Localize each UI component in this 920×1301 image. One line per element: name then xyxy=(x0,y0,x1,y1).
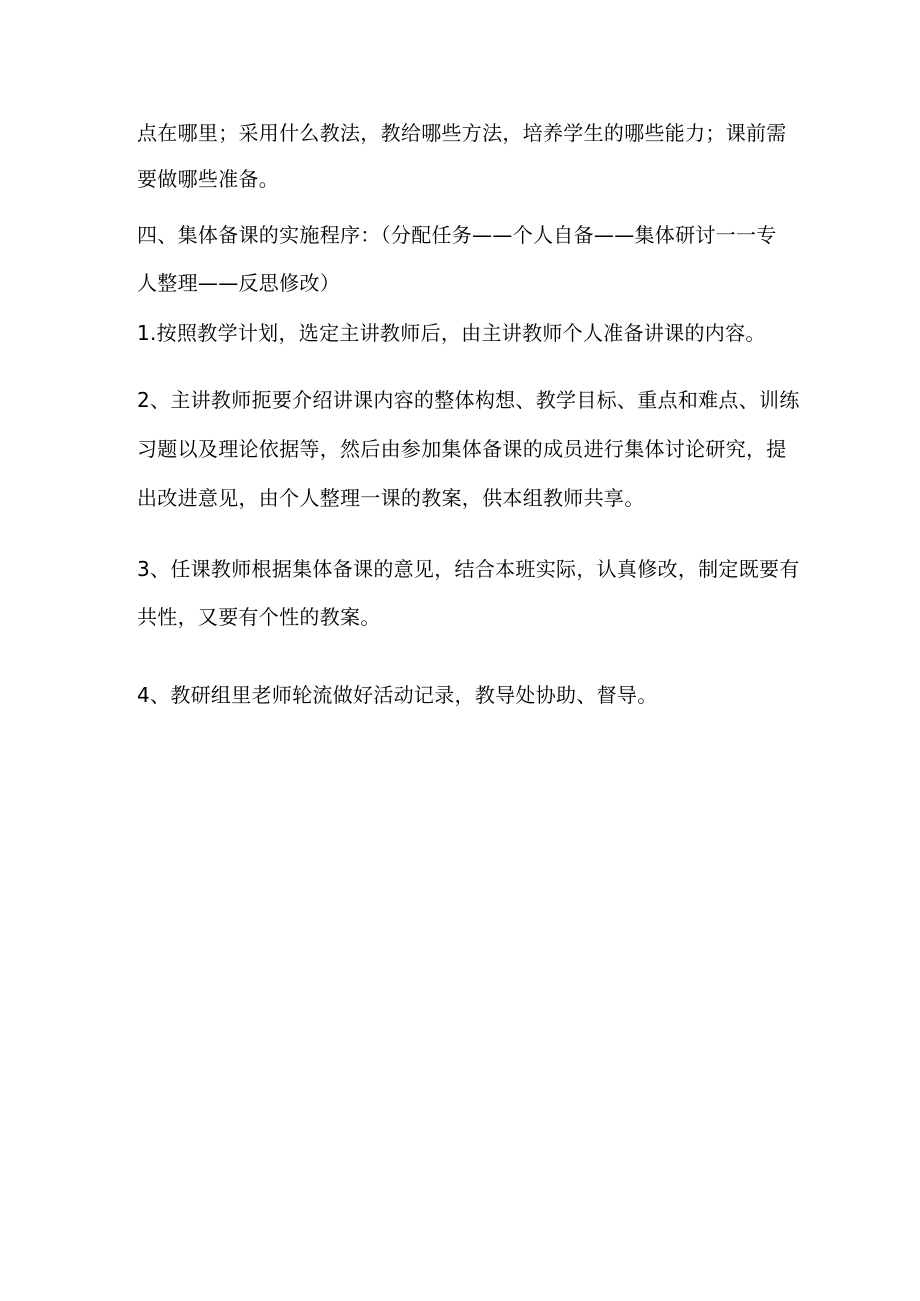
paragraph-line: 点在哪里；采用什么教法，教给哪些方法，培养学生的哪些能力；课前需 xyxy=(137,121,787,145)
list-item-4: 4、教研组里老师轮流做好活动记录，教导处协助、督导。 xyxy=(137,683,658,707)
list-item-2-continued: 习题以及理论依据等，然后由参加集体备课的成员进行集体讨论研究，提 xyxy=(137,437,787,461)
paragraph-line: 要做哪些准备。 xyxy=(137,167,280,191)
list-item-2-continued: 出改进意见，由个人整理一课的教案，供本组教师共享。 xyxy=(137,486,645,510)
section-heading-line: 人整理——反思修改） xyxy=(137,271,340,295)
list-item-2: 2、主讲教师扼要介绍讲课内容的整体构想、教学目标、重点和难点、训练 xyxy=(137,388,800,412)
list-item-3: 3、任课教师根据集体备课的意见，结合本班实际，认真修改，制定既要有 xyxy=(137,557,800,581)
section-heading-line: 四、集体备课的实施程序：（分配任务——个人自备——集体研讨一一专 xyxy=(137,223,777,247)
list-item-1: 1.按照教学计划，选定主讲教师后，由主讲教师个人准备讲课的内容。 xyxy=(137,321,766,345)
list-item-3-continued: 共性，又要有个性的教案。 xyxy=(137,605,381,629)
